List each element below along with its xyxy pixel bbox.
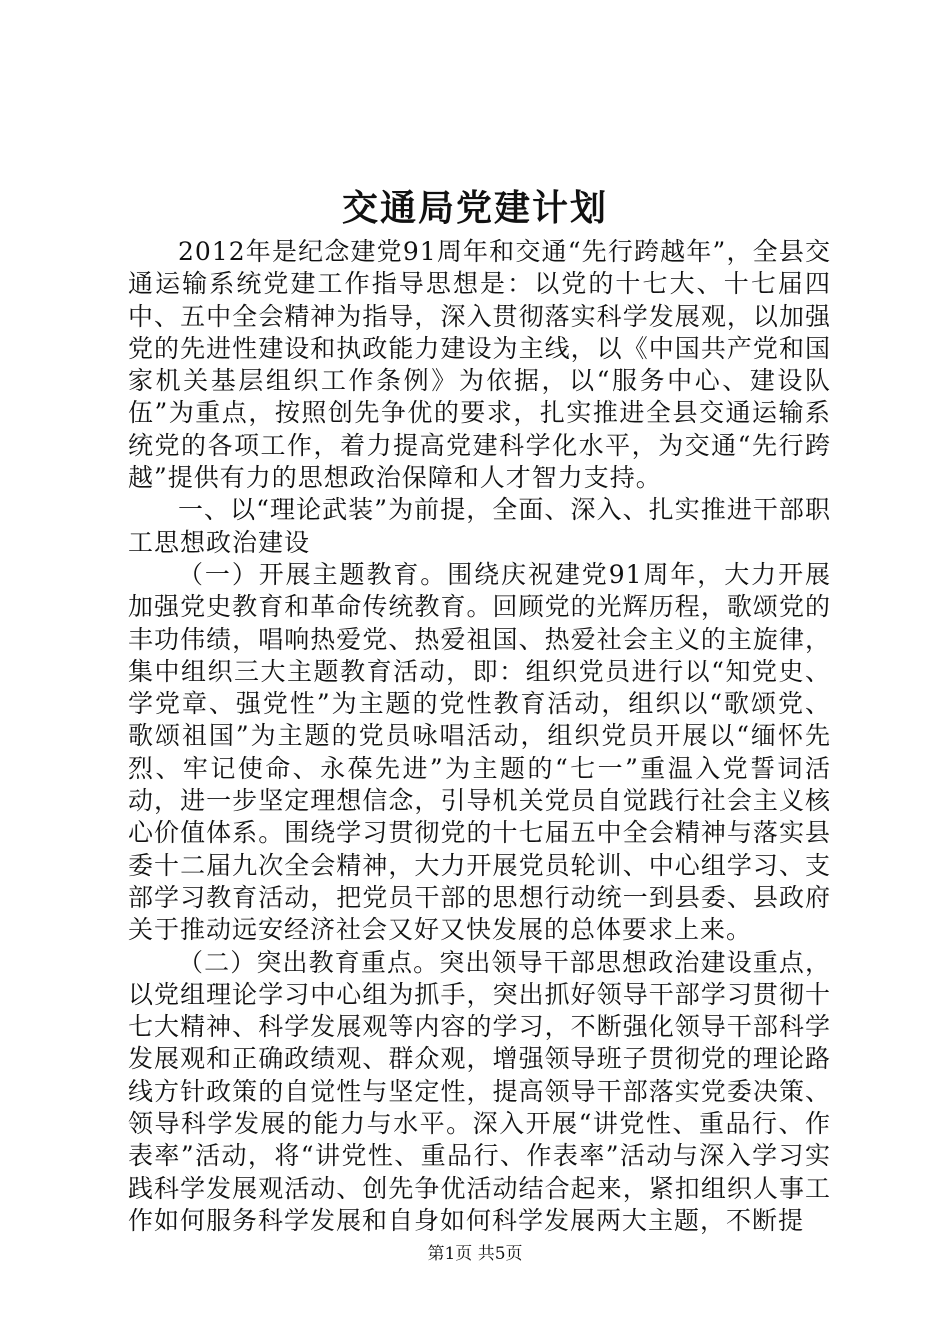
document-title: 交通局党建计划: [341, 187, 608, 229]
paragraph-section-heading: 一、以“理论武装”为前提，全面、深入、扎实推进干部职工思想政治建设: [128, 495, 831, 557]
paragraph-theme-education: （一）开展主题教育。围绕庆祝建党91周年，大力开展加强党史教育和革命传统教育。回顾党的光辉历程，歌颂党的丰功伟绩，唱响热爱党、热爱祖国、热爱社会主义的主旋律，集中组织三大主题教育活动，即：组织党员进行以“知党史、学党章、强党性”为主题的党性教育活动，组织以“歌颂党、歌颂祖国”为主题的党员咏唱活动，组织党员开展以“缅怀先烈、牢记使命、永葆先进”为主题的“七一”重温入党誓词活动，进一步坚定理想信念，引导机关党员自觉践行社会主义核心价值体系。围绕学习贯彻党的十七届五中全会精神与落实县委十二届九次全会精神，大力开展党员轮训、中心组学习、支部学习教育活动，把党员干部的思想行动统一到县委、县政府关于推动远安经济社会又好又快发展的总体要求上来。: [128, 559, 831, 945]
paragraph-education-focus: （二）突出教育重点。突出领导干部思想政治建设重点，以党组理论学习中心组为抓手，突出抓好领导干部学习贯彻十七大精神、科学发展观等内容的学习，不断强化领导干部科学发展观和正确政绩观、群众观，增强领导班子贯彻党的理论路线方针政策的自觉性与坚定性，提高领导干部落实党委决策、领导科学发展的能力与水平。深入开展“讲党性、重品行、作表率”活动，将“讲党性、重品行、作表率”活动与深入学习实践科学发展观活动、创先争优活动结合起来，紧扣组织人事工作如何服务科学发展和自身如何科学发展两大主题，不断提: [128, 947, 831, 1235]
document-body: [128, 236, 831, 1237]
page-number-footer: 第1页 共5页: [427, 1244, 523, 1264]
paragraph-intro: 2012年是纪念建党91周年和交通“先行跨越年”，全县交通运输系统党建工作指导思想是：以党的十七大、十七届四中、五中全会精神为指导，深入贯彻落实科学发展观，以加强党的先进性建设和执政能力建设为主线，以《中国共产党和国家机关基层组织工作条例》为依据，以“服务中心、建设队伍”为重点，按照创先争优的要求，扎实推进全县交通运输系统党的各项工作，着力提高党建科学化水平，为交通“先行跨越”提供有力的思想政治保障和人才智力支持。: [128, 237, 831, 493]
